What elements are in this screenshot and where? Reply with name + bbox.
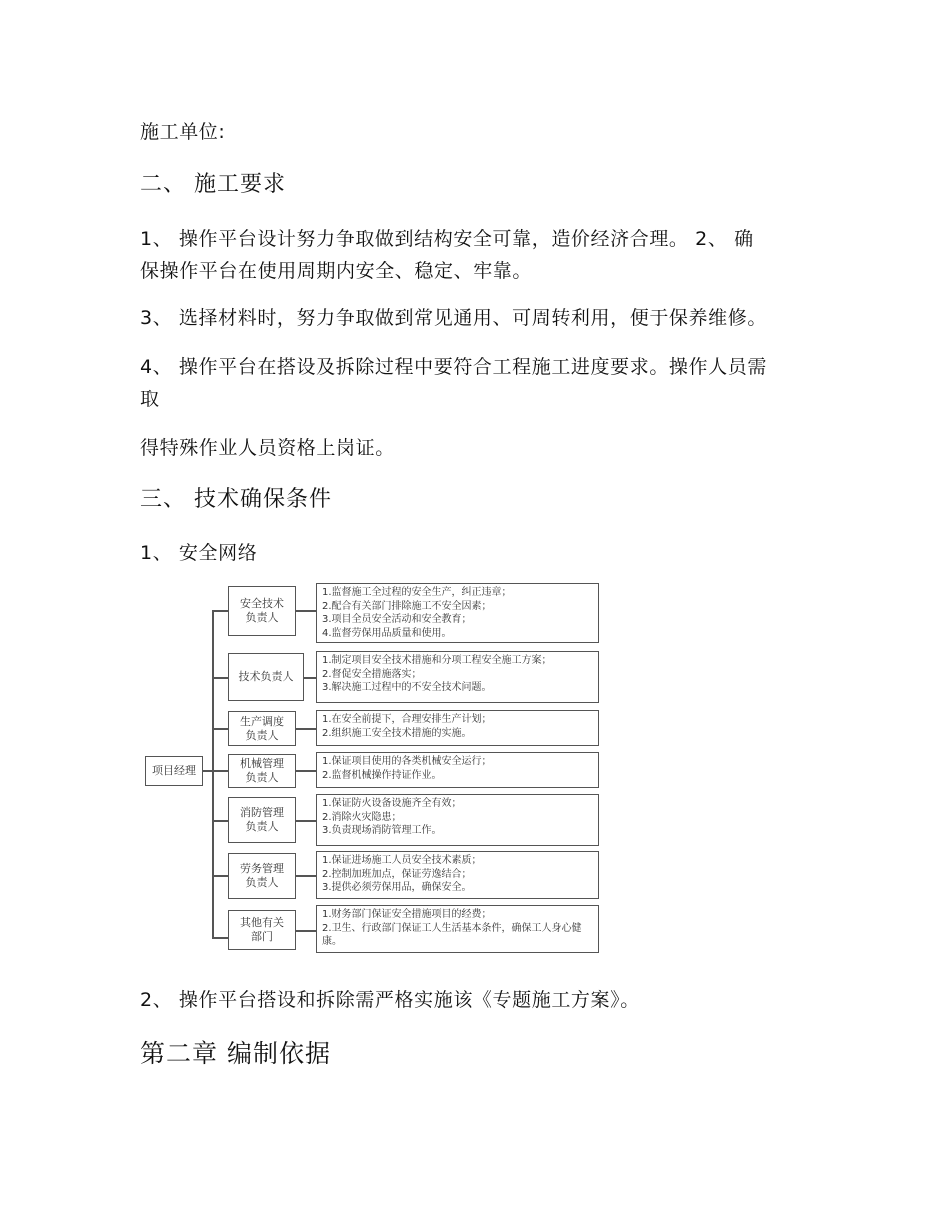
role-fire-protection-lead: 消防管理 负责人 xyxy=(228,797,296,843)
connector-spine xyxy=(212,610,214,938)
duty-text: 2.卫生、行政部门保证工人生活基本条件，确保工人身心健康。 xyxy=(322,922,582,947)
requirement-4-line-b: 取 xyxy=(140,388,160,410)
role-other-departments: 其他有关 部门 xyxy=(228,910,296,950)
duty-text: 1.保证进场施工人员安全技术素质； xyxy=(322,855,482,866)
duty-text: 2.配合有关部门排除施工不安全因素； xyxy=(322,600,492,612)
duty-text: 1.制定项目安全技术措施和分项工程安全施工方案； xyxy=(322,655,552,666)
role-safety-tech-lead: 安全技术 负责人 xyxy=(228,586,296,636)
role-production-scheduling-lead: 生产调度 负责人 xyxy=(228,711,296,746)
connector-row xyxy=(212,677,228,679)
connector-duty xyxy=(296,770,316,772)
duties-machinery-lead xyxy=(316,752,599,788)
duty-text: 3.项目全员安全活动和安全教育； xyxy=(322,614,472,625)
duty-text: 4.监督劳保用品质量和使用。 xyxy=(322,627,452,639)
duties-safety-tech-lead xyxy=(316,583,599,643)
item-2-platform-procedure: 2、 操作平台搭设和拆除需严格实施该《专题施工方案》。 xyxy=(140,989,640,1011)
connector-row xyxy=(212,610,228,612)
connector-duty xyxy=(304,677,316,679)
connector-duty xyxy=(296,820,316,822)
duty-text: 2.组织施工安全技术措施的实施。 xyxy=(322,727,472,739)
role-machinery-lead: 机械管理 负责人 xyxy=(228,754,296,788)
duty-text: 2.消除火灾隐患； xyxy=(322,811,402,823)
section-3-heading: 三、 技术确保条件 xyxy=(140,487,332,512)
connector-row xyxy=(212,820,228,822)
duties-fire-protection-lead xyxy=(316,794,599,846)
duty-text: 2.督促安全措施落实； xyxy=(322,668,422,680)
duty-text: 2.监督机械操作持证作业。 xyxy=(322,769,442,781)
root-project-manager: 项目经理 xyxy=(145,756,203,786)
role-labor-management-lead: 劳务管理 负责人 xyxy=(228,853,296,899)
duty-text: 1.在安全前提下，合理安排生产计划； xyxy=(322,714,492,725)
connector-row xyxy=(212,728,228,730)
duty-text: 1.保证项目使用的各类机械安全运行； xyxy=(322,756,492,767)
duty-text: 3.负责现场消防管理工作。 xyxy=(322,825,442,836)
duties-labor-management-lead xyxy=(316,851,599,899)
connector-duty xyxy=(296,728,316,730)
item-1-safety-network: 1、 安全网络 xyxy=(140,542,258,564)
role-technical-lead: 技术负责人 xyxy=(228,653,304,701)
requirement-1-line-a: 1、 操作平台设计努力争取做到结构安全可靠，造价经济合理。 2、 确 xyxy=(140,228,754,250)
duty-text: 1.监督施工全过程的安全生产，纠正违章； xyxy=(322,587,512,598)
section-2-heading: 二、 施工要求 xyxy=(140,172,286,197)
duty-text: 2.控制加班加点，保证劳逸结合； xyxy=(322,868,472,880)
duties-production-scheduling-lead xyxy=(316,710,599,746)
connector-duty xyxy=(296,610,316,612)
duties-other-departments xyxy=(316,905,599,953)
connector-duty xyxy=(296,875,316,877)
duties-technical-lead xyxy=(316,651,599,703)
duty-text: 1.财务部门保证安全措施项目的经费； xyxy=(322,909,492,920)
duty-text: 3.解决施工过程中的不安全技术问题。 xyxy=(322,682,492,693)
requirement-4-line-a: 4、 操作平台在搭设及拆除过程中要符合工程施工进度要求。操作人员需 xyxy=(140,356,767,378)
chapter-2-heading: 第二章 编制依据 xyxy=(140,1039,331,1068)
connector-row xyxy=(212,937,228,939)
connector-row xyxy=(212,875,228,877)
connector-row xyxy=(212,770,228,772)
duty-text: 3.提供必须劳保用品，确保安全。 xyxy=(322,882,472,893)
duty-text: 1.保证防火设备设施齐全有效； xyxy=(322,798,462,809)
requirement-4-line-c: 得特殊作业人员资格上岗证。 xyxy=(140,437,395,459)
requirement-1-line-b: 保操作平台在使用周期内安全、稳定、牢靠。 xyxy=(140,260,533,282)
safety-network-org-chart xyxy=(145,580,600,955)
construction-unit-line: 施工单位: xyxy=(140,121,226,143)
requirement-3: 3、 选择材料时，努力争取做到常见通用、可周转利用，便于保养维修。 xyxy=(140,307,767,329)
connector-duty xyxy=(296,930,316,932)
